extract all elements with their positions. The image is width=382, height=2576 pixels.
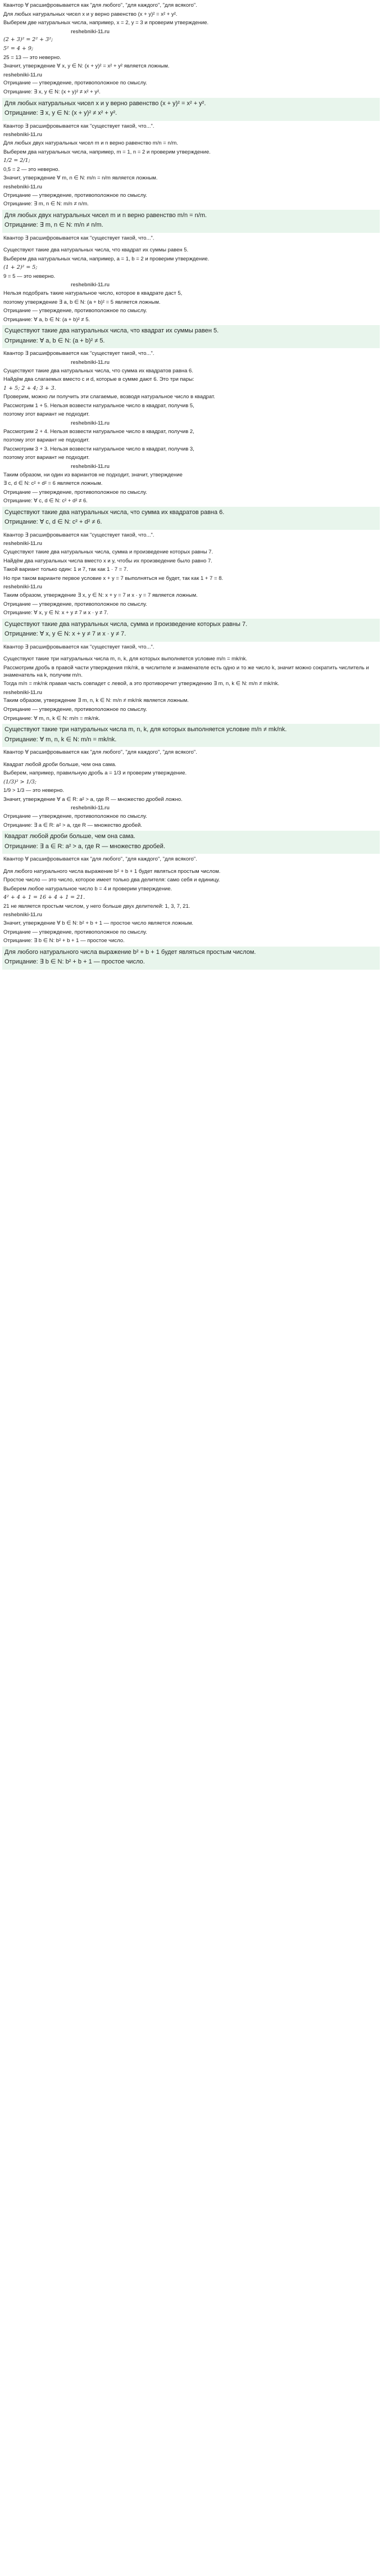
text-line: Рассмотрим 1 + 5. Нельзя возвести натуральное число в квадрат, получив 5, xyxy=(3,402,194,409)
answer-negation: Отрицание: ∃ m, n ∈ N: m/n ≠ n/m. xyxy=(4,222,103,229)
text-line: Таким образом, утверждение ∃ x, y ∈ N: x + y = 7 и x · y = 7 является ложным. xyxy=(3,592,198,599)
text-line: Отрицание: ∃ b ∈ N: b² + b + 1 — простое число. xyxy=(3,938,125,944)
formula-line: 4² + 4 + 1 = 16 + 4 + 1 = 21. xyxy=(3,894,85,901)
text-line: 0,5 = 2 — это неверно. xyxy=(3,166,60,173)
formula-line: (2 + 3)² = 2² + 3²; xyxy=(3,37,53,43)
answer-negation: Отрицание: ∃ a ∈ R: a² > a, где R — множество дробей. xyxy=(4,843,165,850)
text-line: Отрицание — утверждение, противоположное по смыслу. xyxy=(3,929,147,935)
text-line: Отрицание: ∀ c, d ∈ N: c² + d² ≠ 6. xyxy=(3,498,88,505)
solution-document xyxy=(0,0,382,970)
text-line: Такой вариант только один: 1 и 7, так как 1 · 7 = 7. xyxy=(3,566,128,573)
text-line: Существуют такие два натуральных числа, что квадрат их суммы равен 5. xyxy=(3,247,189,254)
text-line: Отрицание — утверждение, противоположное по смыслу. xyxy=(3,192,147,199)
text-line: Отрицание — утверждение, противоположное по смыслу. xyxy=(3,308,147,314)
text-line: поэтому этот вариант не подходит. xyxy=(3,454,90,461)
text-line: Рассмотрим дробь в правой части утверждения mk/nk, в числителе и знаменателе есть одно и то же число k, значит можно сократить числитель и знаменатель на k, получим m/n. xyxy=(3,665,369,678)
answer-box xyxy=(2,947,380,970)
watermark: reshebniki-11.ru xyxy=(3,689,43,695)
formula-line: 1 + 5; 2 + 4; 3 + 3. xyxy=(3,385,56,391)
text-line: Рассмотрим 2 + 4. Нельзя возвести натуральное число в квадрат, получив 2, xyxy=(3,428,194,435)
text-line: 9 = 5 — это неверно. xyxy=(3,273,56,280)
text-line: Но при таком варианте первое условие x + y = 7 выполняться не будет, так как 1 + 7 = 8. xyxy=(3,575,224,582)
watermark: reshebniki-11.ru xyxy=(71,28,110,34)
text-line: Рассмотрим 3 + 3. Нельзя возвести натуральное число в квадрат, получив 3, xyxy=(3,445,194,452)
text-line: Найдём два натуральных числа вместо x и y, чтобы их произведение было равно 7. xyxy=(3,557,212,564)
answer-negation: Отрицание: ∀ x, y ∈ N: x + y ≠ 7 и x · y ≠ 7. xyxy=(4,631,126,638)
text-line: Для любых двух натуральных чисел m и n верно равенство m/n = n/m. xyxy=(3,139,178,146)
text-line: Отрицание: ∃ x, y ∈ N: (x + y)² ≠ x² + y². xyxy=(3,89,101,95)
answer-statement: Существуют такие три натуральных числа m, n, k, для которых выполняется условие m/n ≠ mk/nk. xyxy=(4,726,287,733)
text-line: Существуют такие два натуральных числа, что сумма их квадратов равна 6. xyxy=(3,367,193,374)
text-line: Для любого натурального числа выражение b² + b + 1 будет являться простым числом. xyxy=(3,868,221,875)
text-line: Квантор ∃ расшифровывается как "существует такой, что...". xyxy=(3,643,154,650)
answer-negation: Отрицание: ∀ a, b ∈ N: (a + b)² ≠ 5. xyxy=(4,337,105,344)
answer-box xyxy=(2,325,380,348)
text-line: Таким образом, ни один из вариантов не подходит, значит, утверждение xyxy=(3,471,183,478)
text-line: Отрицание — утверждение, противоположное по смыслу. xyxy=(3,489,147,496)
text-line: Найдём два слагаемых вместо c и d, которые в сумме дают 6. Это три пары: xyxy=(3,376,194,383)
answer-statement: Существуют такие два натуральных числа, сумма и произведение которых равны 7. xyxy=(4,620,248,628)
text-line: ∃ c, d ∈ N: c² + d² = 6 является ложным. xyxy=(3,480,103,487)
answer-statement: Для любых натуральных чисел x и y верно равенство (x + y)² = x² + y². xyxy=(4,100,206,107)
text-line: 21 не является простым числом, у него больше двух делителей: 1, 3, 7, 21. xyxy=(3,903,190,909)
text-line: Отрицание: ∃ m, n ∈ N: m/n ≠ n/m. xyxy=(3,201,89,208)
answer-box xyxy=(2,619,380,642)
watermark: reshebniki-11.ru xyxy=(71,805,110,811)
text-line: Квантор ∀ расшифровывается как "для любого", "для каждого", "для всякого". xyxy=(3,856,197,863)
text-line: Отрицание: ∃ a ∈ R: a² > a, где R — множество дробей. xyxy=(3,822,142,828)
answer-statement: Для любых двух натуральных чисел m и n верно равенство m/n = n/m. xyxy=(4,211,207,219)
answer-negation: Отрицание: ∃ b ∈ N: b² + b + 1 — простое число. xyxy=(4,958,145,966)
text-line: Значит, утверждение ∀ m, n ∈ N: m/n = n/m является ложным. xyxy=(3,175,158,182)
text-line: Отрицание — утверждение, противоположное по смыслу. xyxy=(3,706,147,713)
formula-line: 5² = 4 + 9; xyxy=(3,46,34,52)
text-line: Отрицание — утверждение, противоположное по смыслу. xyxy=(3,601,147,607)
answer-box xyxy=(2,98,380,121)
text-line: Выберем два натуральных числа, например, m = 1, n = 2 и проверим утверждение. xyxy=(3,148,211,155)
watermark: reshebniki-11.ru xyxy=(3,912,43,918)
text-line: Выберем два натуральных числа, например, a = 1, b = 2 и проверим утверждение. xyxy=(3,255,210,262)
text-line: Отрицание: ∀ x, y ∈ N: x + y ≠ 7 и x · y ≠ 7. xyxy=(3,610,108,616)
text-line: Отрицание: ∀ m, n, k ∈ N: m/n = mk/nk. xyxy=(3,715,101,722)
watermark: reshebniki-11.ru xyxy=(3,584,43,590)
answer-box xyxy=(2,507,380,530)
text-line: Квадрат любой дроби больше, чем она сама. xyxy=(3,761,117,768)
text-line: Отрицание — утверждение, противоположное по смыслу. xyxy=(3,80,147,87)
formula-line: (1 + 2)² = 5; xyxy=(3,264,38,271)
answer-statement: Существуют такие два натуральных числа, что квадрат их суммы равен 5. xyxy=(4,327,219,335)
watermark: reshebniki-11.ru xyxy=(3,183,43,190)
answer-statement: Квадрат любой дроби больше, чем она сама. xyxy=(4,833,135,840)
text-line: поэтому утверждение ∃ a, b ∈ N: (a + b)² = 5 является ложным. xyxy=(3,299,161,305)
watermark: reshebniki-11.ru xyxy=(71,463,110,469)
formula-line: 1/2 = 2/1; xyxy=(3,157,30,164)
text-line: Нельзя подобрать такие натуральное число, которое в квадрате даст 5, xyxy=(3,290,183,297)
text-line: 25 = 13 — это неверно. xyxy=(3,54,61,61)
text-line: Таким образом, утверждение ∃ m, n, k ∈ N: m/n ≠ mk/nk является ложным. xyxy=(3,697,189,704)
formula-line: (1/3)² > 1/3; xyxy=(3,778,37,785)
text-line: Квантор ∀ расшифровывается как "для любого", "для каждого", "для всякого". xyxy=(3,749,197,756)
text-line: Проверим, можно ли получить эти слагаемые, возводя натуральное число в квадрат. xyxy=(3,394,215,400)
text-line: Существуют такие три натуральных числа m, n, k, для которых выполняется условие m/n = mk/nk. xyxy=(3,656,248,663)
answer-statement: Для любого натурального числа выражение b² + b + 1 будет являться простым числом. xyxy=(4,948,256,956)
text-line: Квантор ∃ расшифровывается как "существует такой, что...". xyxy=(3,532,154,538)
text-line: Квантор ∃ расшифровывается как "существует такой, что...". xyxy=(3,235,154,241)
text-line: Значит, утверждение ∀ b ∈ N: b² + b + 1 — простое число является ложным. xyxy=(3,920,194,927)
text-line: 1/9 > 1/3 — это неверно. xyxy=(3,787,65,794)
text-line: Выберем любое натуральное число b = 4 и проверим утверждение. xyxy=(3,885,172,892)
answer-negation: Отрицание: ∀ m, n, k ∈ N: m/n = mk/nk. xyxy=(4,736,117,743)
answer-box xyxy=(2,831,380,854)
answer-negation: Отрицание: ∀ c, d ∈ N: c² + d² ≠ 6. xyxy=(4,519,102,526)
watermark: reshebniki-11.ru xyxy=(71,282,110,288)
watermark: reshebniki-11.ru xyxy=(71,359,110,365)
text-line: Простое число — это число, которое имеет только два делителя: само себя и единицу. xyxy=(3,877,220,884)
answer-box xyxy=(2,210,380,233)
text-line: Квантор ∃ расшифровывается как "существует такой, что...". xyxy=(3,123,154,129)
text-line: Выберем, например, правильную дробь a = 1/3 и проверим утверждение. xyxy=(3,770,187,777)
text-line: Отрицание — утверждение, противоположное по смыслу. xyxy=(3,813,147,820)
answer-negation: Отрицание: ∃ x, y ∈ N: (x + y)² ≠ x² + y². xyxy=(4,110,117,117)
answer-statement: Существуют такие два натуральных числа, что сумма их квадратов равна 6. xyxy=(4,508,225,516)
text-line: Квантор ∃ расшифровывается как "существует такой, что...". xyxy=(3,350,154,357)
text-line: Отрицание: ∀ a, b ∈ N: (a + b)² ≠ 5. xyxy=(3,316,90,323)
answer-box xyxy=(2,724,380,747)
text-line: Тогда m/n = mk/nk правая часть совпадет с левой, а это противоречит утверждению ∃ m, n, k ∈ N: m/n ≠ mk/nk. xyxy=(3,681,280,687)
text-line: Для любых натуральных чисел x и y верно равенство (x + y)² = x² + y². xyxy=(3,11,178,17)
watermark: reshebniki-11.ru xyxy=(3,132,43,138)
watermark: reshebniki-11.ru xyxy=(3,541,43,547)
watermark: reshebniki-11.ru xyxy=(3,71,43,78)
text-line: поэтому этот вариант не подходит. xyxy=(3,411,90,418)
text-line: Квантор ∀ расшифровывается как "для любого", "для каждого", "для всякого". xyxy=(3,2,197,8)
text-line: Существуют такие два натуральных числа, сумма и произведение которых равны 7. xyxy=(3,549,213,556)
text-line: Значит, утверждение ∀ a ∈ R: a² > a, где R — множество дробей ложно. xyxy=(3,796,183,803)
text-line: Выберем две натуральных числа, например, x = 2, y = 3 и проверим утверждение. xyxy=(3,20,209,26)
text-line: Значит, утверждение ∀ x, y ∈ N: (x + y)² = x² + y² является ложным. xyxy=(3,63,170,70)
text-line: поэтому этот вариант не подходит. xyxy=(3,437,90,444)
watermark: reshebniki-11.ru xyxy=(71,420,110,426)
